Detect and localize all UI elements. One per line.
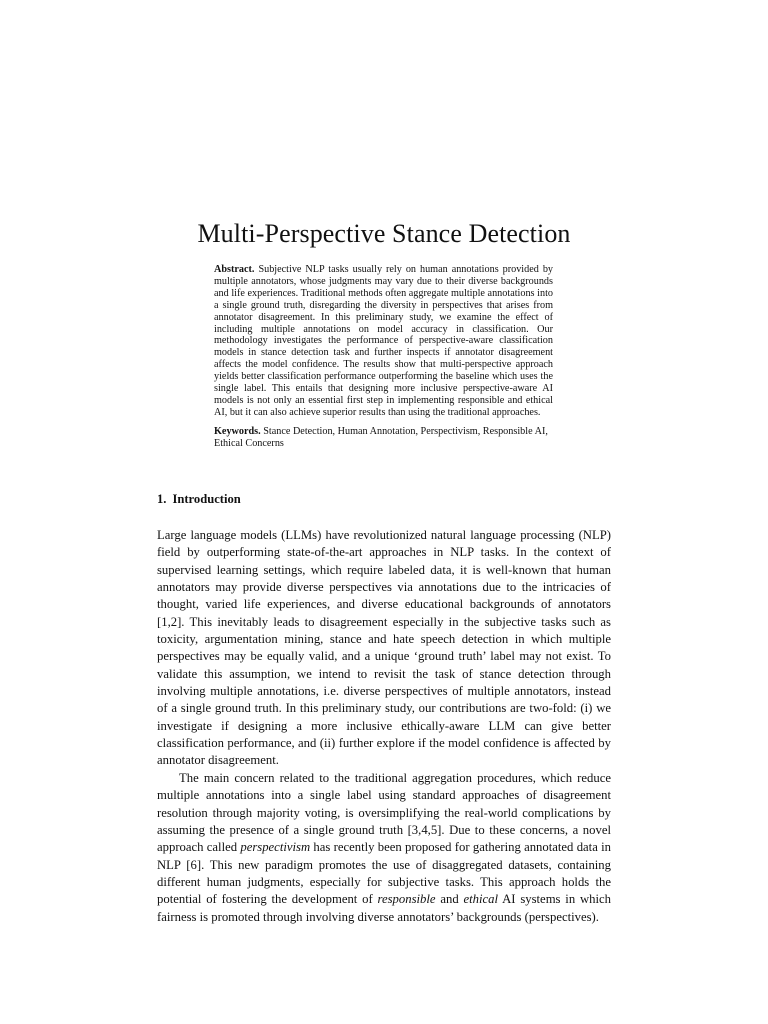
section-title: Introduction — [172, 492, 241, 506]
term-responsible: responsible — [377, 892, 436, 907]
introduction-body — [157, 527, 611, 926]
keywords-label: Keywords. — [214, 425, 261, 437]
abstract-text: Subjective NLP tasks usually rely on human annotations provided by multiple annotators, whose judgments may vary due to their diverse backgrounds and life experiences. Traditional methods often aggregate multiple annotations into a single ground truth, disregarding the diversity in perspectives that arises from annotator disagreement. In this preliminary study, we examine the effect of including multiple annotations on model accuracy in classification. Our methodology investigates the performance of perspective-aware classification models in stance detection task and further inspects if annotator disagreement affects the model confidence. The results show that multi-perspective approach yields better classification performance outperforming the baseline which uses the single label. This entails that designing more inclusive perspective-aware AI models is not only an essential first step in implementing responsible and ethical AI, but it can also achieve superior results than using the traditional approaches. — [214, 264, 554, 418]
paragraph-2-text-b: has recently been proposed for gathering annotated data in NLP [6]. This new paradigm promotes the use of disaggregated datasets, containing different human judgments, especially for subjective tasks. This approach holds the potential of fostering the development of — [157, 840, 611, 907]
paper-title: Multi-Perspective Stance Detection — [197, 219, 571, 248]
paragraph-2-text-c: and — [435, 892, 464, 907]
keywords-paragraph — [214, 426, 553, 450]
abstract-label: Abstract. — [214, 264, 255, 275]
body-paragraph-1: Large language models (LLMs) have revolutionized natural language processing (NLP) field by outperforming state-of-the-art approaches in NLP tasks. In the context of supervised learning settings, which require labeled data, it is well-known that human annotators may provide diverse perspectives via annotations due to the intricacies of thought, varied life experiences, and diverse educational backgrounds of annotators [1,2]. This inevitably leads to disagreement especially in the subjective tasks such as toxicity, argumentation mining, stance and hate speech detection in which multiple perspectives may be equally valid, and a unique ‘ground truth’ label may not exist. To validate this assumption, we intend to revisit the task of stance detection through involving multiple annotations, i.e. diverse perspectives of multiple annotators, instead of a single ground truth. In this preliminary study, our contributions are two-fold: (i) we investigate if designing a more inclusive ethically-aware LLM can give better classification performance, and (ii) further explore if the model confidence is affected by annotator disagreement. — [157, 528, 611, 768]
paragraph-2-text-d: AI systems in which fairness is promoted through involving diverse annotators’ backgrounds (perspectives). — [157, 892, 611, 924]
abstract-paragraph — [214, 264, 553, 419]
paragraph-2-text-a: The main concern related to the traditional aggregation procedures, which reduce multiple annotations into a single label using standard approaches of disagreement resolution through majority voting, is oversimplifying the real-world complications by assuming the presence of a single ground truth [3,4,5]. Due to these concerns, a novel approach called — [157, 770, 611, 855]
abstract-section — [214, 264, 553, 450]
term-ethical: ethical — [463, 892, 499, 907]
term-perspectivism: perspectivism — [240, 840, 311, 855]
section-heading-introduction — [157, 491, 241, 507]
section-number: 1. — [157, 492, 167, 506]
body-paragraph-2 — [157, 770, 611, 926]
keywords-text: Stance Detection, Human Annotation, Perspectivism, Responsible AI, Ethical Concerns — [214, 425, 548, 449]
